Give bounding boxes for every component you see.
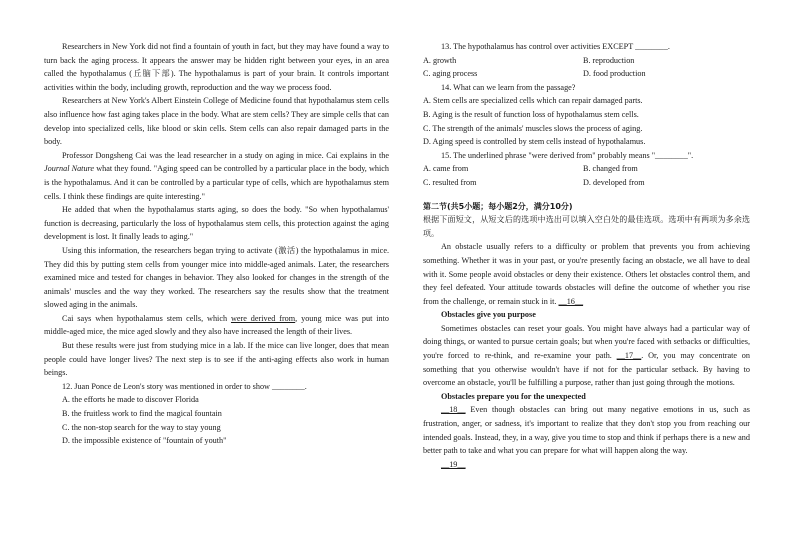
question-14: 14. What can we learn from the passage? <box>441 82 576 92</box>
question-13-option-b: B. reproduction <box>583 55 635 65</box>
question-14-option-b: B. Aging is the result of function loss of hypothalamus stem cells. <box>423 109 639 119</box>
question-13: 13. The hypothalamus has control over activities EXCEPT ________. <box>441 42 670 51</box>
section-instructions: 根据下面短文，从短文后的选项中选出可以填入空白处的最佳选项。选项中有两项为多余选项。 <box>423 215 750 238</box>
passage-paragraph-7: But these results were just from studying mice in a lab. If the mice can live longer, does that mean people could have longer lives? The next step is to see if the anti-aging effects also work in human beings. <box>44 341 389 378</box>
question-15-options-row-1 <box>423 162 750 176</box>
heading-obstacles-unexpected: Obstacles prepare you for the unexpected <box>441 391 586 401</box>
question-15-option-a: A. came from <box>423 164 469 174</box>
question-14-option-a: A. Stem cells are specialized cells which can repair damaged parts. <box>423 96 643 106</box>
cloze-paragraph-3-text: Even though obstacles can bring out many negative emotions in us, such as frustration, anger, or sadness, it's important to realize that they don't stop you from reaching our intended goals. Instead, they, in a way, give you time to stop and think if perhaps there is a new and better path to take and what you can prepare for what will happen along the way. <box>423 405 750 456</box>
cloze-paragraph-2 <box>423 322 750 390</box>
question-13-option-c: C. aging process <box>423 69 478 79</box>
passage-paragraph-2: Researchers at New York's Albert Einstein College of Medicine found that hypothalamus stem cells also influence how fast aging takes place in the body. What are stem cells? They are simple cells that can develop into specialized cells, like blood or skin cells. Stem cells can also repair damaged parts in the body. <box>44 96 389 147</box>
section-title: 第二节(共5小题；每小题2分，满分10分) <box>423 201 573 211</box>
question-15-option-b: B. changed from <box>583 164 638 174</box>
cloze-paragraph-2-text-b: . Or, you may concentrate on something that you otherwise wouldn't have if not for the particular setback. By having to overcome an obstacle, you'll be fulfilling a purpose, rather than just going through the motions. <box>423 351 750 388</box>
blank-18: __18__ <box>441 405 466 415</box>
question-12: 12. Juan Ponce de Leon's story was mentioned in order to show ________. <box>62 381 307 391</box>
question-12-option-a: A. the efforts he made to discover Florida <box>62 395 199 405</box>
cloze-paragraph-3 <box>423 403 750 457</box>
cloze-paragraph-1-text: An obstacle usually refers to a difficulty or problem that prevents you from achieving something. Whether it was in your past, or you're presently facing an obstacle, we all have to deal with it. Some people avoid obstacles or deny their existence. Others let obstacles control them, and they feel defeated. Your attitude towards obstacles will define the outcome of whether you rise from the challenge, or remain stuck in it. <box>423 242 750 306</box>
paragraph-6-text-a: Cai says when hypothalamus stem cells, which <box>62 313 231 323</box>
passage-paragraph-6 <box>44 312 389 339</box>
cloze-paragraph-2-text-a: Sometimes obstacles can reset your goals. You might have always had a particular way of doing things, or wanted to pursue certain goals; but when you're faced with setbacks or difficulties, you're forced to re-think, and re-examine your path. <box>423 323 750 361</box>
passage-paragraph-3 <box>44 149 389 203</box>
cloze-paragraph-4 <box>423 458 750 472</box>
question-13-options-row-1 <box>423 54 750 68</box>
question-15-option-d: D. developed from <box>583 177 645 187</box>
question-13-option-d: D. food production <box>583 69 646 79</box>
blank-19: __19__ <box>441 459 466 469</box>
left-column <box>44 40 389 448</box>
question-15-options-row-2 <box>423 176 750 190</box>
question-12-option-d: D. the impossible existence of "fountain of youth" <box>62 436 227 446</box>
question-12-option-b: B. the fruitless work to find the magical fountain <box>62 409 222 419</box>
paragraph-3-text-a: Professor Dongsheng Cai was the lead researcher in a study on aging in mice. Cai explains in the <box>62 150 389 160</box>
question-13-options-row-2 <box>423 67 750 81</box>
right-column <box>423 40 750 471</box>
passage-paragraph-1: Researchers in New York did not find a fountain of youth in fact, but they may have found a way to turn back the aging process. It appears the answer may be hidden right between your eyes, in an area called the hypothalamus (丘脑下部). The hypothalamus is part of your brain. It controls important activities within the body, including growth, reproduction and the way we process food. <box>44 42 389 92</box>
passage-paragraph-4: He added that when the hypothalamus starts aging, so does the body. "So when hypothalamus' function is decreasing, particularly the loss of hypothalamus stem cells, this protection against the aging development is lost. It finally leads to aging." <box>44 205 389 242</box>
question-15-option-c: C. resulted from <box>423 177 477 187</box>
question-15: 15. The underlined phrase "were derived from" probably means "________". <box>441 150 694 160</box>
paragraph-6-text-b: , young mice was put into middle-aged mice, the mice aged slowly and they also have increased the length of their lives. <box>44 313 390 337</box>
cloze-paragraph-1 <box>423 240 750 308</box>
blank-16: __16__ <box>558 296 584 306</box>
question-12-option-c: C. the non-stop search for the way to stay young <box>62 422 221 432</box>
paragraph-3-text-b: what they found. "Aging speed can be controlled by a particular place in the body, which is the hypothalamus. And it can be controlled by a particular type of cells, which are hypothalamus stem cells. I think these findings are quite interesting." <box>44 164 389 201</box>
blank-17: __17__ <box>616 351 642 361</box>
underlined-phrase: were derived from <box>230 313 296 323</box>
passage-paragraph-5: Using this information, the researchers began trying to activate (激活) the hypothalamus in mice. They did this by putting stem cells from younger mice into middle-aged animals. Later, the researchers examined mice and tested for changes in behavior. They also looked for changes in the strength of the animals' muscles and the way they worked. The researchers say the results show that the treatment slowed aging in the animals. <box>44 245 389 310</box>
question-13-option-a: A. growth <box>423 55 457 65</box>
question-14-option-c: C. The strength of the animals' muscles slows the process of aging. <box>423 123 643 133</box>
journal-name: Journal Nature <box>44 164 95 174</box>
question-14-option-d: D. Aging speed is controlled by stem cells instead of hypothalamus. <box>423 137 646 147</box>
heading-obstacles-purpose: Obstacles give you purpose <box>441 310 536 320</box>
